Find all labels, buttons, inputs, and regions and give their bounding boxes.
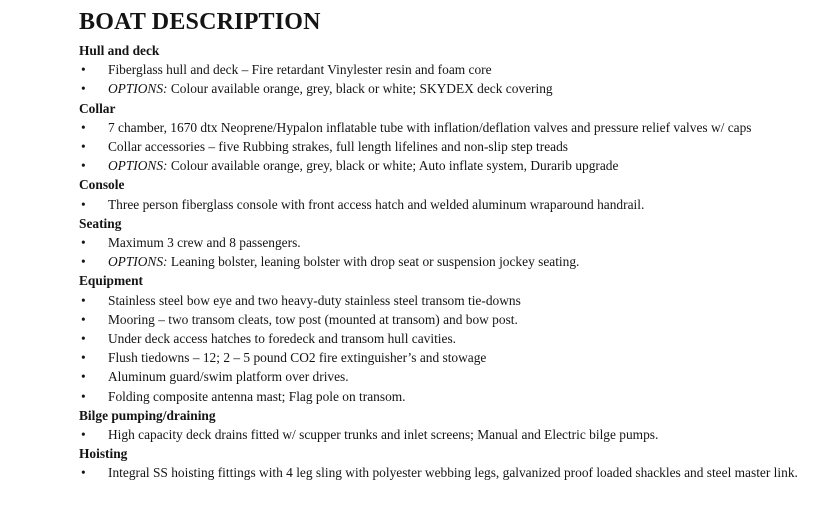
bullet-icon: • xyxy=(81,427,86,443)
section-collar xyxy=(79,99,822,176)
list-item-body: 7 chamber, 1670 dtx Neoprene/Hypalon inflatable tube with inflation/deflation valves and pressure relief valves w/ caps xyxy=(108,119,752,135)
list-item xyxy=(79,60,822,79)
list-item-text xyxy=(108,329,820,348)
list-item xyxy=(79,195,822,214)
section-hull-and-deck xyxy=(79,41,822,99)
list-item-text xyxy=(108,195,820,214)
list-item xyxy=(79,348,822,367)
list-item xyxy=(79,137,822,156)
list-item xyxy=(79,387,822,406)
list-item-text xyxy=(108,463,820,482)
list-item-text xyxy=(108,291,820,310)
list-item-text xyxy=(108,367,820,386)
list-item-body: Collar accessories – five Rubbing strakes, full length lifelines and non-slip step treads xyxy=(108,139,569,155)
section-hoisting xyxy=(79,444,822,482)
bullet-icon: • xyxy=(81,369,86,385)
list-item-text xyxy=(108,60,820,79)
list-item-body: Colour available orange, grey, black or white; Auto inflate system, Durarib upgrade xyxy=(167,158,619,174)
bullet-icon: • xyxy=(81,196,86,212)
options-label: OPTIONS: xyxy=(108,81,168,97)
list-item-text xyxy=(108,156,820,175)
section-equipment xyxy=(79,271,822,405)
options-label: OPTIONS: xyxy=(108,254,168,270)
list-item-body: Stainless steel bow eye and two heavy-duty stainless steel transom tie-downs xyxy=(108,292,521,308)
list-item xyxy=(79,118,822,137)
list-item xyxy=(79,310,822,329)
list-item xyxy=(79,156,822,175)
bullet-icon: • xyxy=(81,254,86,270)
list-item-body: High capacity deck drains fitted w/ scupper trunks and inlet screens; Manual and Electric bilge pumps. xyxy=(108,427,659,443)
bullet-icon: • xyxy=(81,350,86,366)
page-title: BOAT DESCRIPTION xyxy=(79,9,321,35)
list-item xyxy=(79,233,822,252)
list-item-text xyxy=(108,137,820,156)
list-item xyxy=(79,367,822,386)
list-item xyxy=(79,329,822,348)
list-item-body: Colour available orange, grey, black or white; SKYDEX deck covering xyxy=(167,81,553,97)
bullet-icon: • xyxy=(81,388,86,404)
list-item xyxy=(79,291,822,310)
bullet-icon: • xyxy=(81,119,86,135)
bullet-icon: • xyxy=(81,158,86,174)
section-heading: Hoisting xyxy=(79,446,128,462)
list-item-body: Flush tiedowns – 12; 2 – 5 pound CO2 fire extinguisher’s and stowage xyxy=(108,350,487,366)
list-item xyxy=(79,463,822,482)
list-item xyxy=(79,252,822,271)
section-heading: Equipment xyxy=(79,273,143,289)
list-item-text xyxy=(108,425,820,444)
bullet-icon: • xyxy=(81,62,86,78)
options-label: OPTIONS: xyxy=(108,158,168,174)
section-heading: Bilge pumping/draining xyxy=(79,407,216,423)
list-item-body: Folding composite antenna mast; Flag pole on transom. xyxy=(108,388,406,404)
section-heading: Hull and deck xyxy=(79,43,160,58)
list-item-body: Mooring – two transom cleats, tow post (mounted at transom) and bow post. xyxy=(108,311,518,327)
section-heading: Collar xyxy=(79,100,116,116)
bullet-icon: • xyxy=(81,235,86,251)
list-item xyxy=(79,425,822,444)
bullet-icon: • xyxy=(81,311,86,327)
section-heading: Seating xyxy=(79,215,122,231)
list-item-body: Three person fiberglass console with front access hatch and welded aluminum wraparound handrail. xyxy=(108,196,645,212)
bullet-icon: • xyxy=(81,139,86,155)
bullet-icon: • xyxy=(81,331,86,347)
list-item-body: Leaning bolster, leaning bolster with drop seat or suspension jockey seating. xyxy=(167,254,580,270)
list-item-body: Aluminum guard/swim platform over drives. xyxy=(108,369,349,385)
list-item-text xyxy=(108,79,820,98)
list-item-body: Integral SS hoisting fittings with 4 leg sling with polyester webbing legs, galvanized proof loaded shackles and steel master link. xyxy=(108,465,798,481)
section-heading: Console xyxy=(79,177,125,193)
list-item-text xyxy=(108,310,820,329)
list-item-body: Maximum 3 crew and 8 passengers. xyxy=(108,235,301,251)
section-bilge-pumping-draining xyxy=(79,406,822,444)
section-console xyxy=(79,175,822,213)
list-item-text xyxy=(108,252,820,271)
list-item-text xyxy=(108,348,820,367)
list-item-text xyxy=(108,233,820,252)
list-item-body: Fiberglass hull and deck – Fire retardant Vinylester resin and foam core xyxy=(108,62,492,78)
bullet-icon: • xyxy=(81,81,86,97)
list-item-text xyxy=(108,118,820,137)
bullet-icon: • xyxy=(81,465,86,481)
list-item xyxy=(79,79,822,98)
list-item-body: Under deck access hatches to foredeck and transom hull cavities. xyxy=(108,331,457,347)
bullet-icon: • xyxy=(81,292,86,308)
section-seating xyxy=(79,214,822,272)
list-item-text xyxy=(108,387,820,406)
